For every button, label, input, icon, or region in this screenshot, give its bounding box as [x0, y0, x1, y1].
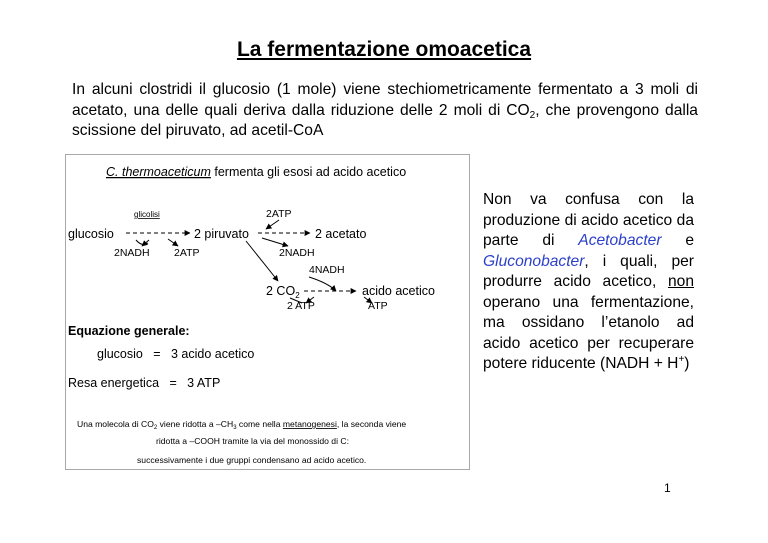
- side-text-4: operano una fermentazione, ma ossidano l’etanolo ad acido acetico per recuperare potere riducente (NADH + H: [483, 293, 694, 372]
- nadh-2-label: 2NADH: [279, 247, 315, 259]
- side-text-1: Non va confusa con la produzione di acido acetico da parte di: [483, 191, 694, 249]
- side-text-3: , i quali, per produrre acido acetico,: [483, 252, 694, 290]
- resa-energetica: Resa energetica = 3 ATP: [68, 376, 221, 390]
- side-text-5: ): [684, 355, 690, 372]
- nadh-4-label: 4NADH: [309, 264, 345, 276]
- note-line-2: ridotta a –COOH tramite la via del monossido di C:: [156, 436, 349, 446]
- piruvato-label: 2 piruvato: [194, 227, 249, 241]
- arrow-atp-1: [168, 239, 178, 246]
- co2-label: [266, 284, 300, 300]
- glucosio-label: glucosio: [68, 227, 114, 241]
- note-line-3: successivamente i due gruppi condensano ad acido acetico.: [137, 455, 367, 465]
- intro-text-1: In alcuni clostridi il glucosio (1 mole) viene stechiometricamente fermentato a 3 moli di acetato, una delle quali deriva dalla riduzione delle 2 moli di CO: [72, 81, 698, 119]
- side-text-2: e: [661, 232, 694, 249]
- atp-3-label: ATP: [368, 300, 388, 312]
- nadh-1-label: 2NADH: [114, 247, 150, 259]
- page-title: La fermentazione omoacetica: [236, 38, 532, 61]
- intro-subscript: 2: [529, 109, 536, 121]
- acido-acetico-label: acido acetico: [362, 284, 435, 298]
- pathway-figure: [65, 154, 470, 470]
- intro-paragraph: [72, 80, 698, 142]
- co2-subscript: 2: [295, 291, 300, 300]
- atp-1-label: 2ATP: [174, 247, 200, 259]
- arrow-nadh-2: [262, 238, 288, 246]
- intro-text-2: , che provengono dalla scissione del piruvato, ad acetil-CoA: [72, 101, 698, 139]
- atp-top-label: 2ATP: [266, 208, 292, 220]
- side-non: non: [667, 273, 694, 290]
- genus-gluconobacter: Gluconobacter: [483, 252, 585, 270]
- pathway-diagram: [66, 155, 469, 469]
- note-1d: 3: [233, 425, 237, 431]
- species-name: C. thermoaceticum: [106, 165, 211, 179]
- note-1g: , la seconda viene: [336, 419, 407, 429]
- note-1a: Una molecola di CO: [77, 419, 154, 429]
- atp-2-label: 2 ATP: [287, 300, 315, 312]
- genus-acetobacter: Acetobacter: [578, 232, 662, 249]
- glicolisi-label: glicolisi: [134, 210, 160, 219]
- arrow-atp-top: [266, 220, 279, 229]
- side-note: [483, 190, 694, 375]
- figure-heading: [106, 165, 406, 179]
- equazione-text: glucosio = 3 acido acetico: [97, 347, 255, 361]
- acetato-label: 2 acetato: [315, 227, 367, 241]
- arrow-nadh-4: [309, 277, 336, 291]
- page-number: 1: [664, 481, 671, 495]
- note-1c: viene ridotta a –CH: [157, 419, 234, 429]
- co2-text: 2 CO: [266, 284, 296, 298]
- note-1f: metanogenesi: [282, 419, 337, 429]
- side-superscript: +: [678, 353, 685, 365]
- note-line-1: [77, 419, 406, 431]
- heading-rest: fermenta gli esosi ad acido acetico: [210, 165, 407, 179]
- note-1b: 2: [153, 425, 158, 431]
- note-1e: come nella: [236, 419, 283, 429]
- equazione-heading: Equazione generale:: [68, 324, 190, 338]
- arrow-piruvato-co2: [246, 241, 278, 281]
